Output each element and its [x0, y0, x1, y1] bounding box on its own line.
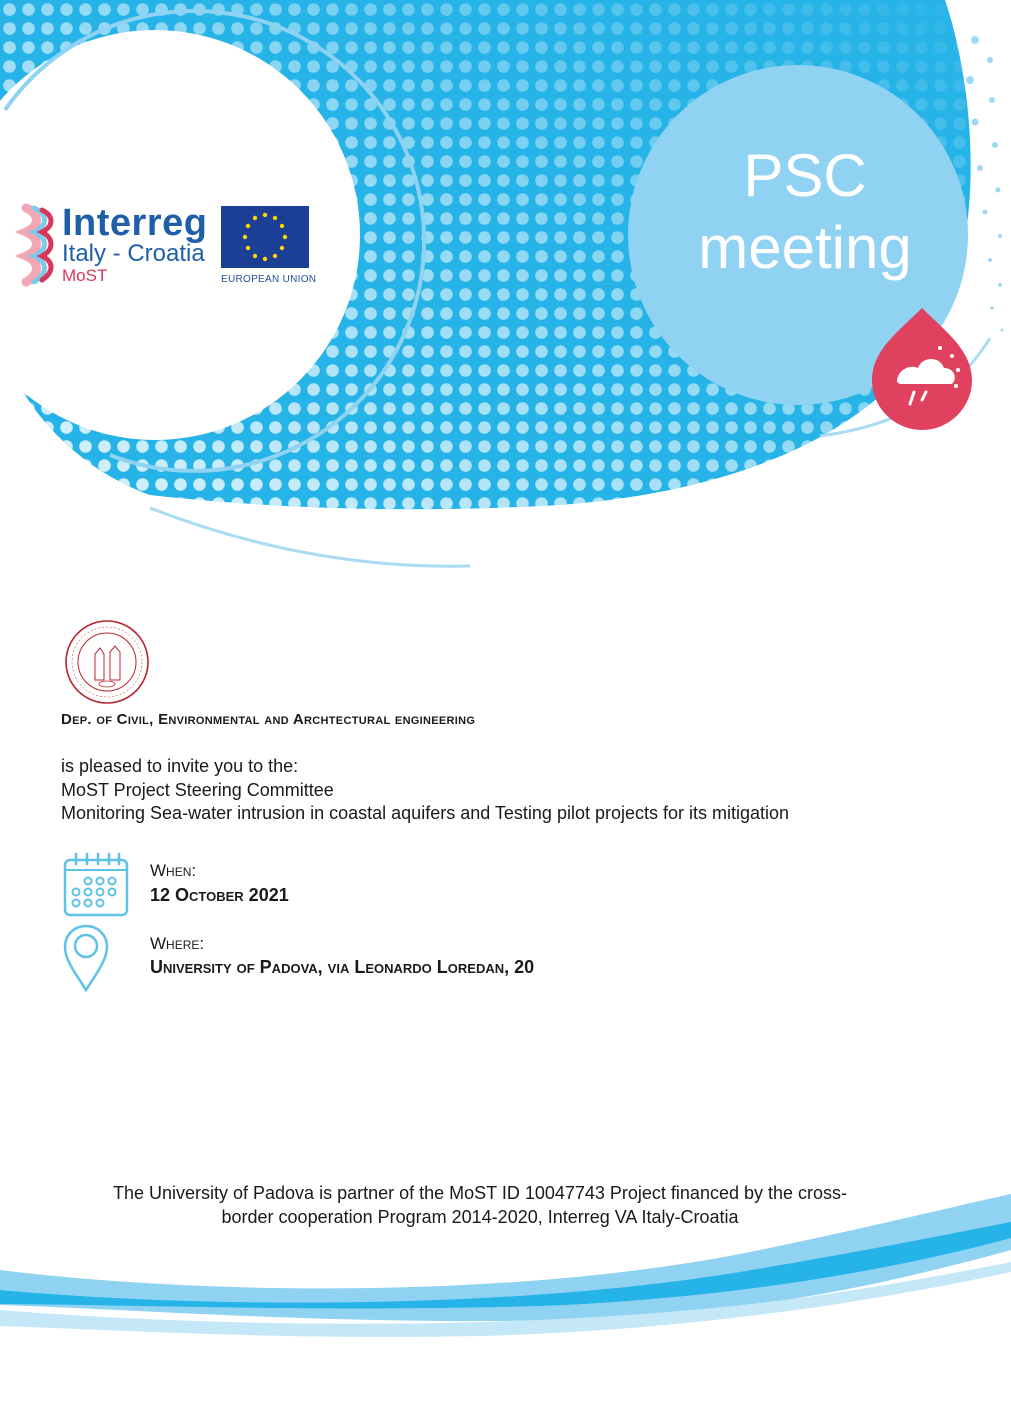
event-location: University of Padova, via Leonardo Loredan, 20 — [150, 957, 535, 977]
title-line-2: meeting — [698, 214, 912, 281]
program-logo-text: Italy - Croatia — [62, 240, 205, 267]
footer-statement — [60, 1181, 900, 1229]
eu-label: EUROPEAN UNION — [221, 274, 317, 285]
when-label: When: — [150, 861, 197, 880]
interreg-logo-text: Interreg — [62, 202, 208, 244]
invitation-intro: is pleased to invite you to the: — [61, 756, 299, 776]
eu-flag-icon — [221, 206, 309, 268]
title-line-1: PSC — [743, 142, 867, 209]
footer-line-1: The University of Padova is partner of the MoST ID 10047743 Project financed by the cross- — [112, 1183, 848, 1203]
invitation-text — [61, 755, 789, 826]
location-pin-icon — [62, 924, 110, 992]
page-title — [640, 140, 970, 284]
project-logo-text: MoST — [62, 266, 108, 285]
department-name: Dep. of Civil, Environmental and Archtectural engineering — [61, 711, 476, 728]
event-date: 12 October 2021 — [150, 885, 289, 905]
university-seal-icon — [62, 618, 152, 706]
project-full-name: Monitoring Sea-water intrusion in coastal aquifers and Testing pilot projects for its mitigation — [61, 803, 790, 823]
header-artwork — [0, 0, 1011, 600]
footer-line-2: border cooperation Program 2014-2020, Interreg VA Italy-Croatia — [221, 1207, 739, 1227]
where-label: Where: — [150, 934, 205, 953]
calendar-icon — [62, 850, 130, 918]
committee-name: MoST Project Steering Committee — [61, 779, 334, 800]
